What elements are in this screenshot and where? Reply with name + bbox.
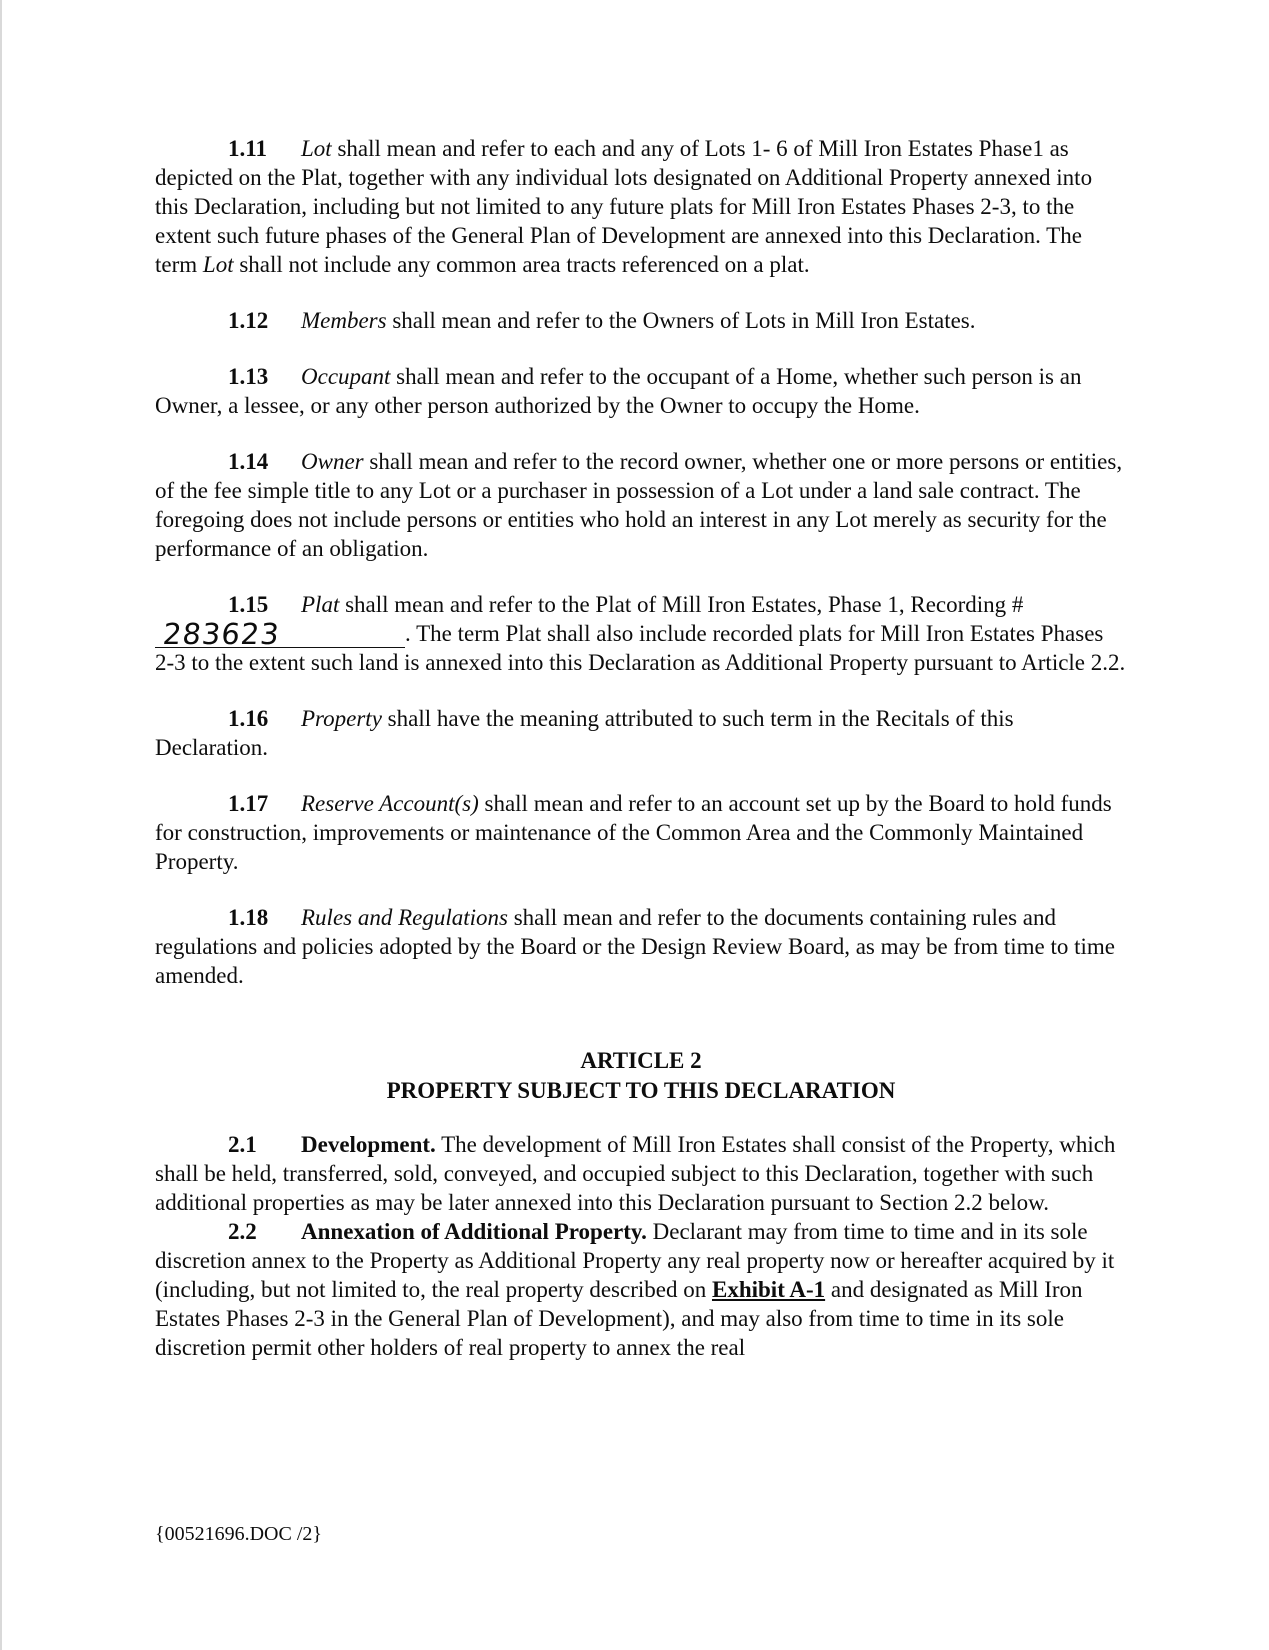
section-heading: Development. [301,1132,436,1157]
defined-term: Lot [202,252,234,277]
definition-1-17 [155,789,1127,876]
definition-text: shall mean and refer to each and any of Lots 1- 6 of Mill Iron Estates Phase1 as depicted on the Plat, together with any individual lots designated on Additional Property annexed into this Declaration, including but not limited to any future plats for Mill Iron Estates Phases 2-3, to the extent such future phases of the General Plan of Development are annexed into this Declaration. The term [155,136,1093,277]
definition-text: shall have the meaning attributed to such term in the Recitals of this Declaration. [155,706,1014,760]
definition-text: shall mean and refer to the Plat of Mill Iron Estates, Phase 1, Recording # [339,592,1024,617]
section-number: 1.12 [228,308,269,333]
section-text: Declarant may from time to time and in its sole discretion annex to the Property as Additional Property any real property now or hereafter acquired by it (including, but not limited to, the real property described on [155,1219,1115,1302]
section-number: 1.14 [228,449,269,474]
definition-1-16 [155,704,1127,762]
section-2-1 [155,1130,1127,1217]
article-title: PROPERTY SUBJECT TO THIS DECLARATION [386,1078,896,1103]
definition-text: shall mean and refer to the Owners of Lots in Mill Iron Estates. [386,308,976,333]
defined-term: Lot [301,136,332,161]
defined-term: Reserve Account(s) [301,791,479,816]
scan-edge [0,0,2,1650]
section-number: 1.16 [228,706,269,731]
section-number: 1.15 [228,592,269,617]
document-footer-id: {00521696.DOC /2} [155,1523,322,1545]
definition-1-11 [155,134,1127,279]
defined-term: Property [301,706,382,731]
section-number: 1.18 [228,905,269,930]
definition-text: . The term Plat shall also include recorded plats for Mill Iron Estates Phases 2-3 to the extent such land is annexed into this Declaration as Additional Property pursuant to Article 2.2. [155,621,1126,675]
defined-term: Occupant [301,364,391,389]
handwritten-recording-number: 283623 [161,617,282,651]
section-text: The development of Mill Iron Estates shall consist of the Property, which shall be held, transferred, sold, conveyed, and occupied subject to this Declaration, together with such additional properties as may be later annexed into this Declaration pursuant to Section 2.2 below. [155,1132,1116,1215]
recording-number-blank [155,617,405,651]
definition-text: shall mean and refer to an account set up by the Board to hold funds for construction, improvements or maintenance of the Common Area and the Commonly Maintained Property. [155,791,1112,874]
article-label: ARTICLE 2 [580,1048,702,1073]
section-2-2 [155,1217,1127,1362]
defined-term: Plat [301,592,340,617]
definition-1-14 [155,447,1127,563]
section-heading: Annexation of Additional Property. [301,1219,647,1244]
section-number: 2.1 [228,1132,257,1157]
definition-1-12 [155,306,1127,335]
defined-term: Rules and Regulations [301,905,508,930]
definition-text: shall not include any common area tracts referenced on a plat. [233,252,810,277]
definition-text: shall mean and refer to the record owner, whether one or more persons or entities, of the fee simple title to any Lot or a purchaser in possession of a Lot under a land sale contract. The foregoing does not include persons or entities who hold an interest in any Lot merely as security for the performance of an obligation. [155,449,1123,561]
defined-term: Members [301,308,387,333]
article-heading [155,1046,1127,1106]
definition-1-15 [155,590,1127,677]
section-number: 1.17 [228,791,269,816]
definition-1-18 [155,903,1127,990]
section-text: and designated as Mill Iron Estates Phases 2-3 in the General Plan of Development), and may also from time to time in its sole discretion permit other holders of real property to annex the real [155,1277,1083,1360]
defined-term: Owner [301,449,364,474]
document-body [155,134,1127,1362]
exhibit-reference: Exhibit A-1 [711,1277,826,1302]
section-number: 2.2 [228,1219,257,1244]
definition-1-13 [155,362,1127,420]
definition-text: shall mean and refer to the documents containing rules and regulations and policies adopted by the Board or the Design Review Board, as may be from time to time amended. [155,905,1116,988]
definition-text: shall mean and refer to the occupant of a Home, whether such person is an Owner, a lessee, or any other person authorized by the Owner to occupy the Home. [155,364,1082,418]
section-number: 1.11 [228,136,267,161]
section-number: 1.13 [228,364,269,389]
